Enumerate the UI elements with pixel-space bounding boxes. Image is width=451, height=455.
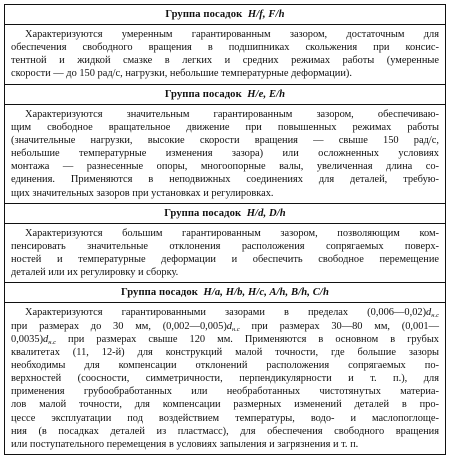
section-description: [5, 303, 445, 454]
diameter-symbol: d: [426, 307, 432, 319]
text-line: Характеризуются большим гарантированным зазором, позволяющим ком-: [25, 227, 439, 239]
text-line: небольшие температурные изменения зазора) или осложненных условиях: [11, 148, 439, 160]
section-description: [5, 224, 445, 283]
text-fragment: при размерах до 30 мм, (0,002—0,005): [11, 320, 227, 332]
text-line: применения грубообработанных или необработанных чистотянутых материа-: [11, 386, 439, 398]
header-fits: H/f, F/h: [247, 9, 285, 20]
header-prefix: Группа посадок: [121, 287, 198, 299]
text-line: обеспечения свободного вращения в подшипниках скольжения при консис-: [11, 42, 439, 54]
text-line: квалитетах (11, 12-й) для конструкций малой точности, где большие зазоры: [11, 346, 439, 358]
header-prefix: Группа посадок: [165, 9, 243, 20]
diameter-symbol: d: [43, 333, 49, 345]
header-prefix: Группа посадок: [164, 207, 242, 219]
fits-groups-table: [4, 4, 446, 455]
text-fragment: 0,0035): [11, 333, 44, 345]
text-fragment: при размерах 30—80 мм, (0,001—: [239, 320, 439, 332]
section-he: [5, 84, 445, 203]
text-fragment: Характеризуются гарантированными зазорами в пределах (0,006—0,02): [25, 307, 427, 319]
text-line: (значительные нагрузки, высокие скорости вращения — свыше 150 рад/с,: [11, 134, 439, 146]
text-line: скорости — до 150 рад/с, нагрузки, небольшие температурные деформации).: [11, 68, 352, 80]
section-header: [5, 283, 445, 303]
header-fits: H/a, H/b, H/c, A/h, B/h, C/h: [203, 287, 329, 299]
header-prefix: Группа посадок: [164, 88, 242, 100]
text-line: Характеризуются умеренным гарантированным зазором, достаточным для: [25, 29, 439, 40]
text-line: единения. Применяются в неподвижных соединениях для деталей, требую-: [11, 174, 439, 186]
section-ha: [5, 282, 445, 454]
text-line: [11, 333, 439, 346]
section-hd: [5, 203, 445, 283]
text-line: щим свободное вращательное движение при повышенных режимах работы: [11, 121, 439, 133]
header-fits: H/d, D/h: [246, 207, 286, 219]
text-line: верхностей (соосности, симметричности, перпендикулярности и т. п.), для: [11, 373, 439, 385]
text-fragment: при размерах свыше 120 мм. Применяются в основном в грубых: [56, 333, 439, 345]
text-line: деталей или их регулировку и сборку.: [11, 267, 179, 279]
section-description: [5, 105, 445, 203]
header-fits: H/e, E/h: [247, 88, 286, 100]
text-line: [11, 306, 439, 319]
text-line: Характеризуются значительным гарантированным зазором, обеспечиваю-: [25, 108, 439, 120]
text-line: цессе эксплуатации под воздействием температуры, водо- и маслопоглоще-: [11, 412, 439, 424]
section-description: [5, 25, 445, 84]
section-header: [5, 204, 445, 224]
text-line: или поступательного перемещения в условиях запыления и загрязнения и т. п.: [11, 438, 359, 450]
text-line: щих значительных зазоров при установках и регулировках.: [11, 187, 274, 199]
text-line: монтажа — разнесенные опоры, многоопорные валы, увеличенная длина со-: [11, 161, 439, 173]
text-line: пенсировать значительные отклонения расположения сопрягаемых поверх-: [11, 240, 439, 252]
text-line: ния (в посадках деталей из пластмасс), для обеспечения свободного вращения: [11, 425, 439, 437]
text-line: [11, 320, 439, 333]
section-header: [5, 85, 445, 105]
text-line: тентной и жидкой смазке в легких и средних режимах работы (умеренные: [11, 55, 439, 67]
diameter-symbol: d: [226, 320, 232, 332]
text-line: лов малой точности, для компенсации размерных изменений деталей в про-: [11, 399, 439, 411]
section-hf: [5, 5, 445, 84]
subscript: н.с: [48, 338, 56, 346]
subscript: н.с: [431, 312, 439, 320]
subscript: н.с: [232, 325, 240, 333]
text-line: необходимы для компенсации отклонений расположения сопрягаемых по-: [11, 359, 439, 371]
section-header: [5, 5, 445, 25]
text-line: ностей и температурные деформации и обеспечить свободное перемещение: [11, 254, 439, 266]
